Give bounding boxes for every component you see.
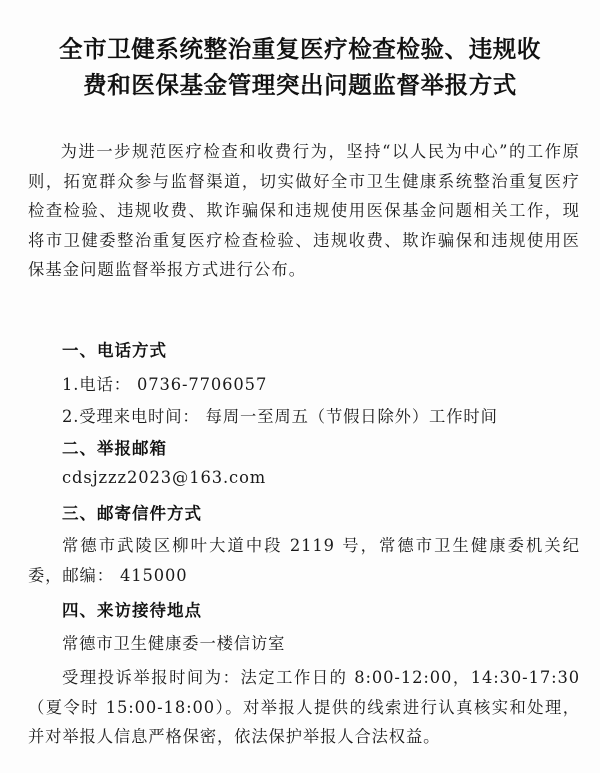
- phone-section-heading: 一、电话方式: [62, 341, 167, 360]
- mail-section-heading: 三、邮寄信件方式: [62, 504, 202, 523]
- visit-section-heading: 四、来访接待地点: [62, 601, 202, 620]
- visit-hours-paragraph: 受理投诉举报时间为：法定工作日的 8:00-12:00，14:30-17:30（夏令时 15:00-18:00）。对举报人提供的线索进行认真核实和处理，并对举报人信息严格保密，依法保护举报人合法权益。: [28, 668, 580, 747]
- mail-address: 常德市武陵区柳叶大道中段 2119 号，常德市卫生健康委机关纪委，邮编： 415000: [28, 536, 580, 585]
- email-section-heading: 二、举报邮箱: [62, 439, 167, 458]
- intro-paragraph: 为进一步规范医疗检查和收费行为，坚持“以人民为中心”的工作原则，拓宽群众参与监督渠道，切实做好全市卫生健康系统整治重复医疗检查检验、违规收费、欺诈骗保和违规使用医保基金问题相关工作，现将市卫健委整治重复医疗检查检验、违规收费、欺诈骗保和违规使用医保基金问题监督举报方式进行公布。: [28, 142, 580, 280]
- email-address: cdsjzzz2023@163.com: [62, 468, 267, 487]
- phone-number-line: 1.电话： 0736-7706057: [62, 375, 268, 394]
- phone-hours-line: 2.受理来电时间： 每周一至周五（节假日除外）工作时间: [62, 407, 498, 426]
- document-title-line-2: 费和医保基金管理突出问题监督举报方式: [83, 71, 517, 99]
- document-title-line-1: 全市卫健系统整治重复医疗检查检验、违规收: [59, 35, 541, 63]
- visit-location: 常德市卫生健康委一楼信访室: [62, 634, 286, 653]
